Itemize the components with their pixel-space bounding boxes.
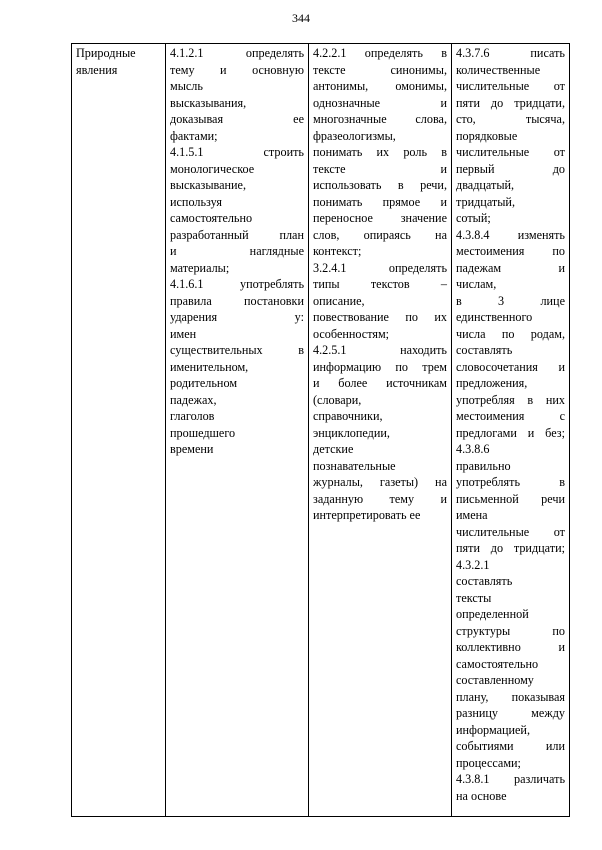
- text-line: использовать в речи,: [313, 178, 447, 192]
- text-line: используя: [170, 194, 222, 209]
- text-line: фразеологизмы,: [313, 128, 396, 143]
- text-line: 4.1.2.1 определять: [170, 46, 304, 60]
- text-line: числительные от: [456, 79, 565, 93]
- text-line: познавательные: [313, 458, 396, 473]
- text-line: местоимения с: [456, 409, 565, 423]
- text-line: типы текстов –: [313, 277, 447, 291]
- text-line: событиями или: [456, 739, 565, 753]
- text-line: интерпретировать ее: [313, 508, 421, 522]
- goals-lines-col3: [313, 45, 447, 524]
- page-number: 344: [292, 11, 310, 25]
- text-line: на основе: [456, 788, 507, 803]
- text-line: информацию по трем: [313, 359, 447, 374]
- text-line: Природные: [76, 46, 136, 60]
- text-line: составлять: [456, 343, 513, 357]
- text-line: количественные: [456, 62, 541, 77]
- text-line: самостоятельно: [456, 656, 539, 671]
- text-line: многозначные слова,: [313, 112, 447, 126]
- text-line: процессами;: [456, 755, 521, 770]
- text-line: определенной: [456, 607, 529, 621]
- text-line: 4.3.8.6: [456, 442, 490, 456]
- goals-lines-col2: [170, 45, 304, 458]
- text-line: 4.3.7.6 писать: [456, 46, 565, 60]
- text-line: антонимы, омонимы,: [313, 79, 447, 93]
- text-line: 4.2.2.1 определять в: [313, 46, 447, 60]
- text-line: имена: [456, 508, 488, 522]
- text-line: правильно: [456, 458, 511, 473]
- text-line: правила постановки: [170, 293, 304, 308]
- text-line: письменной речи: [456, 491, 565, 506]
- text-line: высказывания,: [170, 95, 247, 110]
- text-line: переносное значение: [313, 211, 447, 225]
- text-line: числа по родам,: [456, 326, 565, 341]
- text-line: повествование по их: [313, 310, 447, 324]
- text-line: слов, опираясь на: [313, 227, 447, 242]
- text-line: родительном: [170, 376, 238, 390]
- text-line: употреблять в: [456, 475, 565, 489]
- text-line: информацией,: [456, 722, 531, 737]
- text-line: пяти до тридцати;: [456, 541, 565, 555]
- text-line: монологическое: [170, 161, 255, 176]
- text-line: структуры по: [456, 623, 565, 638]
- text-line: контекст;: [313, 244, 362, 258]
- text-line: порядковые: [456, 128, 518, 143]
- goals-cell-col2: [166, 44, 309, 817]
- text-line: существительных в: [170, 343, 304, 357]
- text-line: именительном,: [170, 359, 249, 374]
- text-line: прошедшего: [170, 425, 236, 440]
- text-line: употребляя в них: [456, 392, 565, 407]
- text-line: тексты: [456, 590, 492, 605]
- text-line: и более источникам: [313, 376, 447, 390]
- text-line: плану, показывая: [456, 689, 565, 704]
- section-cell: [72, 44, 166, 817]
- text-line: числительные от: [456, 145, 565, 159]
- text-line: материалы;: [170, 260, 230, 275]
- goals-cell-col4: [452, 44, 570, 817]
- text-line: двадцатый,: [456, 178, 515, 192]
- text-line: тему и основную: [170, 62, 304, 77]
- text-line: первый до: [456, 161, 565, 176]
- text-line: 4.3.8.1 различать: [456, 772, 565, 786]
- text-line: особенностям;: [313, 326, 390, 341]
- text-line: словосочетания и: [456, 359, 565, 374]
- text-line: явления: [76, 62, 118, 77]
- text-line: (словари,: [313, 392, 362, 407]
- text-line: числительные от: [456, 524, 565, 539]
- text-line: описание,: [313, 293, 365, 308]
- goals-lines-col4: [456, 45, 565, 804]
- text-line: понимать прямое и: [313, 194, 447, 209]
- text-line: заданную тему и: [313, 491, 447, 506]
- text-line: в 3 лице: [456, 293, 565, 308]
- text-line: тексте синонимы,: [313, 62, 447, 77]
- text-line: фактами;: [170, 128, 218, 143]
- text-line: энциклопедии,: [313, 425, 390, 440]
- text-line: 4.3.8.4 изменять: [456, 227, 565, 242]
- text-line: составленному: [456, 673, 534, 687]
- text-line: высказывание,: [170, 178, 247, 192]
- text-line: разницу между: [456, 706, 565, 720]
- text-line: ударения у:: [170, 310, 304, 324]
- text-line: самостоятельно: [170, 211, 253, 225]
- text-line: разработанный план: [170, 227, 304, 242]
- text-line: доказывая ее: [170, 112, 304, 126]
- text-line: имен: [170, 326, 197, 341]
- text-line: 4.3.2.1: [456, 557, 490, 572]
- text-line: мысль: [170, 79, 203, 93]
- text-line: тексте и: [313, 161, 447, 176]
- text-line: местоимения по: [456, 244, 565, 258]
- text-line: сотый;: [456, 211, 491, 225]
- text-line: 4.1.5.1 строить: [170, 145, 304, 159]
- text-line: сто, тысяча,: [456, 112, 565, 126]
- text-line: 4.2.5.1 находить: [313, 343, 447, 357]
- text-line: составлять: [456, 574, 513, 588]
- text-line: времени: [170, 442, 214, 456]
- text-line: справочники,: [313, 409, 383, 423]
- text-line: единственного: [456, 310, 533, 324]
- text-line: падежах,: [170, 392, 217, 407]
- text-line: журналы, газеты) на: [313, 475, 447, 489]
- text-line: пяти до тридцати,: [456, 95, 565, 110]
- text-line: предлогами и без;: [456, 425, 565, 440]
- table-row: [72, 44, 570, 817]
- text-line: 3.2.4.1 определять: [313, 260, 447, 275]
- text-line: и наглядные: [170, 244, 304, 258]
- text-line: детские: [313, 442, 354, 456]
- text-line: предложения,: [456, 376, 528, 390]
- text-line: однозначные и: [313, 95, 447, 110]
- text-line: глаголов: [170, 409, 215, 423]
- text-line: 4.1.6.1 употреблять: [170, 277, 304, 291]
- section-lines: [76, 45, 161, 78]
- text-line: коллективно и: [456, 640, 565, 654]
- goals-cell-col3: [309, 44, 452, 817]
- text-line: числам,: [456, 277, 497, 291]
- text-line: понимать их роль в: [313, 145, 447, 159]
- curriculum-table: [71, 43, 570, 817]
- text-line: тридцатый,: [456, 194, 515, 209]
- text-line: падежам и: [456, 260, 565, 275]
